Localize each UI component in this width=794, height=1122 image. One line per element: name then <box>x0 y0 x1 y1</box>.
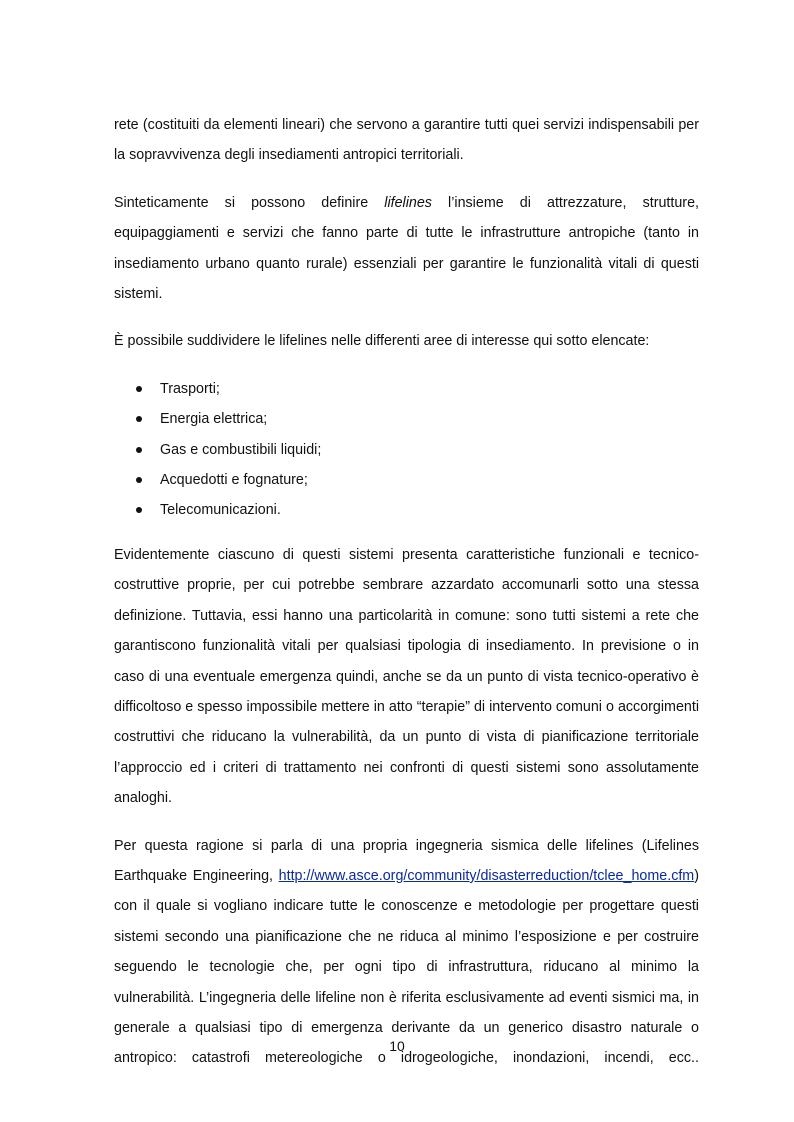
list-item-label: Acquedotti e fognature; <box>160 472 308 489</box>
paragraph-2-text-start: Sinteticamente si possono definire <box>114 194 385 211</box>
asce-tclee-link[interactable]: http://www.asce.org/community/disasterreduction/tclee_home.cfm <box>278 867 695 884</box>
paragraph-3: È possibile suddividere le lifelines nelle differenti aree di interesse qui sotto elencate: <box>114 333 650 350</box>
paragraph-4: Evidentemente ciascuno di questi sistemi presenta caratteristiche funzionali e tecnico-costruttive proprie, per cui potrebbe sembrare azzardato accomunarli sotto una stessa definizione. Tuttavia, essi hanno una particolarità in comune: sono tutti sistemi a rete che garantiscono funzionalità vitali per qualsiasi tipologia di insediamento. In previsione o in caso di una eventuale emergenza quindi, anche se da un punto di vista tecnico-operativo è difficoltoso e spesso impossibile mettere in atto “terapie” di intervento comuni o accorgimenti costruttivi che riducano la vulnerabilità, da un punto di vista di pianificazione territoriale l’approccio ed i criteri di trattamento nei confronti di questi sistemi sono assolutamente analoghi. <box>114 546 699 807</box>
bullet-icon <box>136 447 142 453</box>
list-item <box>114 435 699 465</box>
list-item-label: Trasporti; <box>160 380 220 397</box>
paragraph-1: rete (costituiti da elementi lineari) che servono a garantire tutti quei servizi indispensabili per la sopravvivenza degli insediamenti antropici territoriali. <box>114 117 699 164</box>
document-body <box>114 110 699 1091</box>
list-item-label: Gas e combustibili liquidi; <box>160 441 322 458</box>
bullet-icon <box>136 507 142 513</box>
lifelines-areas-list <box>114 374 699 526</box>
bullet-icon <box>136 477 142 483</box>
paragraph-5-text-start: Per questa ragione si parla di una propria ingegneria sismica delle lifelines (Lifelines Earthquake Engineering, <box>114 837 699 884</box>
paragraph-5-text-end: ) con il quale si vogliano indicare tutte le conoscenze e metodologie per progettare questi sistemi secondo una pianificazione che ne riduca al minimo l’esposizione e per costruire seguendo le tecnologie che, per ogni tipo di infrastruttura, riducano al minimo la vulnerabilità. L’ingegneria delle lifeline non è riferita esclusivamente ad eventi sismici ma, in generale a qualsiasi tipo di emergenza derivante da un generico disastro naturale o antropico: catastrofi metereologiche o idrogeologiche, inondazioni, incendi, ecc.. <box>114 867 699 1067</box>
paragraph-2 <box>114 188 699 310</box>
list-item-label: Telecomunicazioni. <box>160 502 281 519</box>
bullet-icon <box>136 416 142 422</box>
list-item <box>114 374 699 404</box>
paragraph-2-text-end: l’insieme di attrezzature, strutture, equipaggiamenti e servizi che fanno parte di tutte le infrastrutture antropiche (tanto in insediamento urbano quanto rurale) essenziali per garantire le funzionalità vitali di questi sistemi. <box>114 194 699 303</box>
list-item <box>114 404 699 434</box>
list-item <box>114 495 699 525</box>
list-item-label: Energia elettrica; <box>160 411 268 428</box>
lifelines-term: lifelines <box>384 194 432 211</box>
list-item <box>114 465 699 495</box>
bullet-icon <box>136 386 142 392</box>
page-number: 10 <box>389 1038 405 1054</box>
